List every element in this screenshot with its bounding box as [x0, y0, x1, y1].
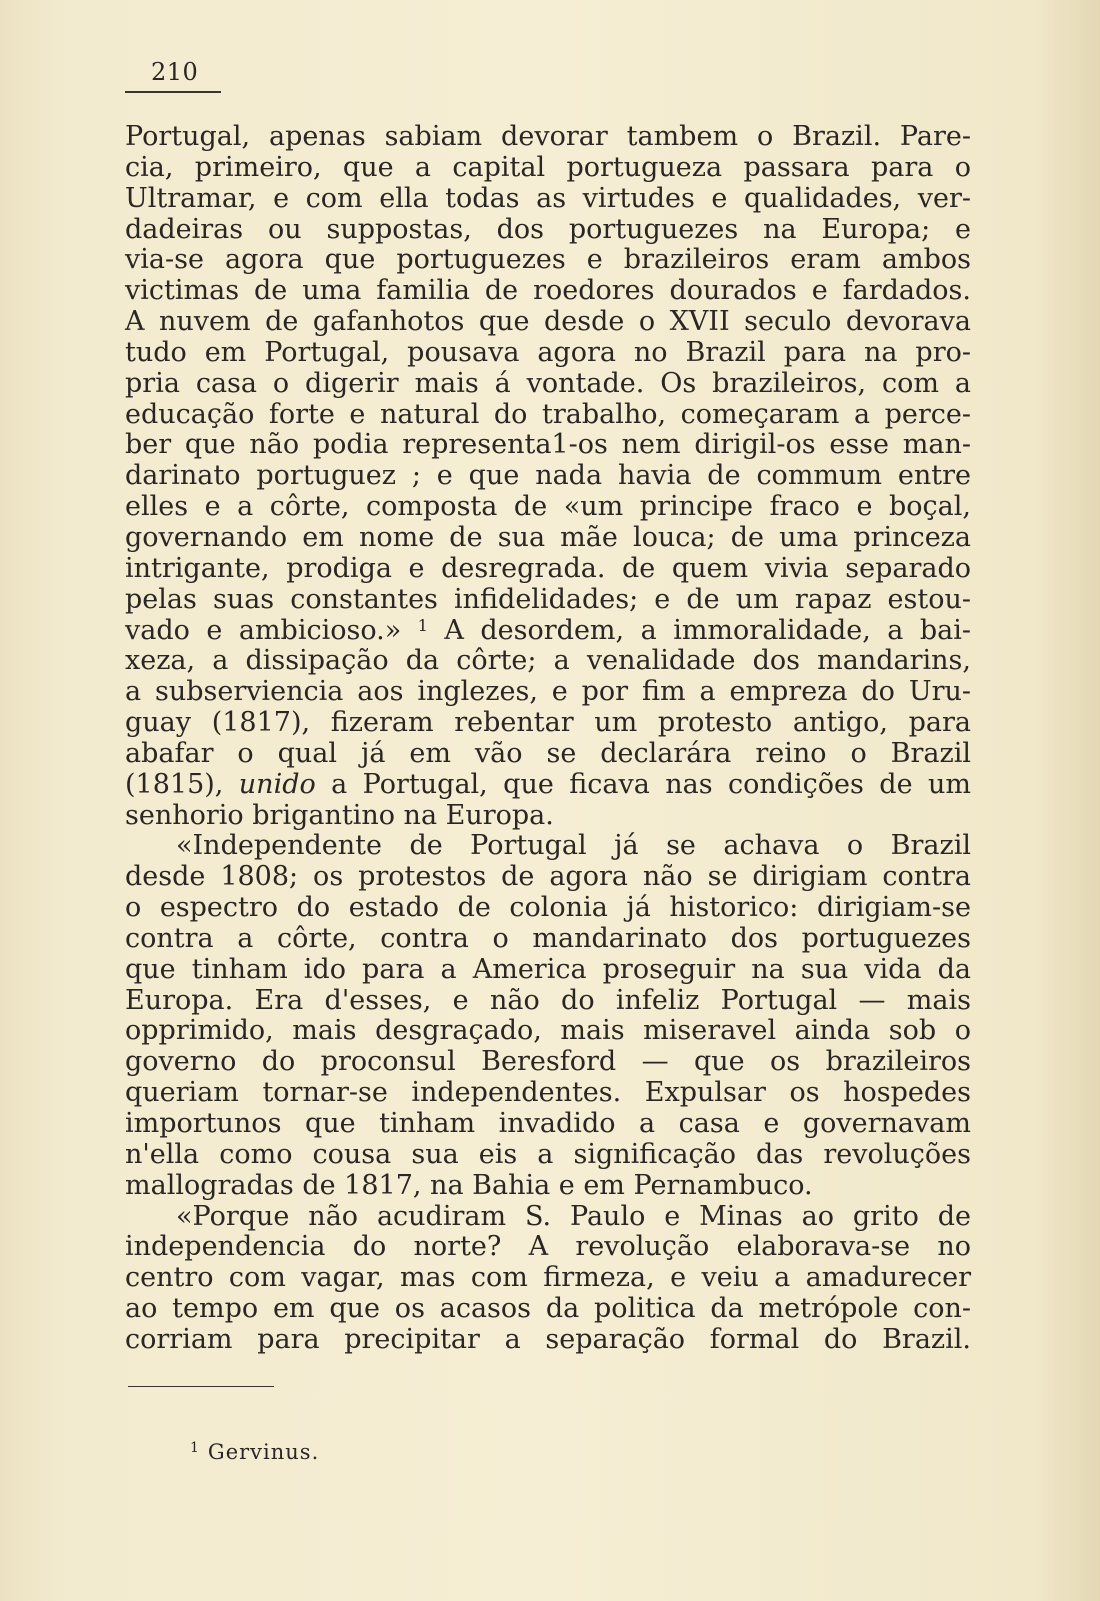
text-line: n'ella como cousa sua eis a significação das revoluções	[125, 1138, 971, 1170]
text-line: Europa. Era d'esses, e não do infeliz Portugal — mais	[125, 984, 971, 1016]
text-line: Portugal, apenas sabiam devorar tambem o Brazil. Pare-	[125, 121, 971, 152]
text-line: Ultramar, e com ella todas as virtudes e qualidades, ver-	[125, 182, 971, 214]
text-line: corriam para precipitar a separação formal do Brazil.	[125, 1323, 971, 1355]
text-line	[125, 616, 971, 647]
text-line: tudo em Portugal, pousava agora no Brazil para na pro-	[125, 336, 971, 368]
text-line: senhorio brigantino na Europa.	[125, 799, 554, 831]
text-line: mallogradas de 1817, na Bahia e em Pernambuco.	[125, 1169, 813, 1201]
text-segment: (1815),	[125, 768, 224, 800]
text-line: xeza, a dissipação da côrte; a venalidade dos mandarins,	[125, 645, 971, 677]
footnote-reference: 1	[417, 615, 428, 635]
text-line: a subserviencia aos inglezes, e por fim a empreza do Uru-	[125, 676, 971, 708]
page-number-rule	[125, 91, 221, 93]
text-line: pria casa o digerir mais á vontade. Os brazileiros, com a	[125, 367, 971, 399]
text-line: ber que não podia representa1-os nem dirigil-os esse man-	[125, 429, 971, 461]
text-line: A nuvem de gafanhotos que desde o XVII seculo devorava	[125, 306, 971, 338]
page-number: 210	[151, 58, 199, 86]
italic-word: unido	[238, 768, 316, 800]
text-line: educação forte e natural do trabalho, começaram a perce-	[125, 398, 971, 430]
text-line: que tinham ido para a America proseguir na sua vida da	[125, 953, 971, 985]
text-line: governando em nome de sua mãe louca; de uma princeza	[125, 521, 971, 553]
text-line	[125, 770, 971, 801]
text-line: «Independente de Portugal já se achava o Brazil	[176, 830, 971, 862]
text-line: victimas de uma familia de roedores dourados e fardados.	[125, 275, 971, 307]
text-line: cia, primeiro, que a capital portugueza passara para o	[125, 151, 971, 183]
quote-end: vado e ambicioso.»	[125, 614, 402, 646]
text-line: governo do proconsul Beresford — que os brazileiros	[125, 1046, 971, 1078]
text-line: pelas suas constantes infidelidades; e de um rapaz estou-	[125, 583, 971, 615]
text-line: centro com vagar, mas com firmeza, e veiu a amadurecer	[125, 1262, 971, 1294]
text-line: dadeiras ou suppostas, dos portuguezes na Europa; e	[125, 213, 971, 245]
text-line: importunos que tinham invadido a casa e governavam	[125, 1108, 971, 1139]
body-text	[125, 122, 971, 1356]
text-line: opprimido, mais desgraçado, mais miseravel ainda sob o	[125, 1015, 971, 1047]
text-line: o espectro do estado de colonia já historico: dirigiam-se	[125, 892, 971, 924]
text-line: ao tempo em que os acasos da politica da metrópole con-	[125, 1293, 971, 1325]
text-line: independencia do norte? A revolução elaborava-se no	[125, 1231, 971, 1263]
text-line: desde 1808; os protestos de agora não se dirigiam contra	[125, 861, 971, 893]
text-segment: a Portugal, que ficava nas condições de um	[331, 768, 971, 800]
text-line: contra a côrte, contra o mandarinato dos portuguezes	[125, 922, 971, 954]
text-line: guay (1817), fizeram rebentar um protesto antigo, para	[125, 707, 971, 739]
text-line: darinato portuguez ; e que nada havia de commum entre	[125, 460, 971, 492]
text-line: abafar o qual já em vão se declarára reino o Brazil	[125, 737, 971, 769]
text-line: elles e a côrte, composta de «um principe fraco e boçal,	[125, 491, 971, 523]
footnote-text: Gervinus.	[207, 1440, 320, 1464]
text-line: intrigante, prodiga e desregrada. de quem vivia separado	[125, 552, 971, 584]
footnote	[190, 1440, 319, 1464]
text-line: via-se agora que portuguezes e brazileiros eram ambos	[125, 244, 971, 276]
footnote-marker: 1	[190, 1440, 200, 1456]
text-line: «Porque não acudiram S. Paulo e Minas ao grito de	[176, 1200, 971, 1232]
text-line: queriam tornar-se independentes. Expulsar os hospedes	[125, 1077, 971, 1109]
footnote-rule	[128, 1386, 274, 1387]
text-segment: A desordem, a immoralidade, a bai-	[444, 614, 971, 646]
